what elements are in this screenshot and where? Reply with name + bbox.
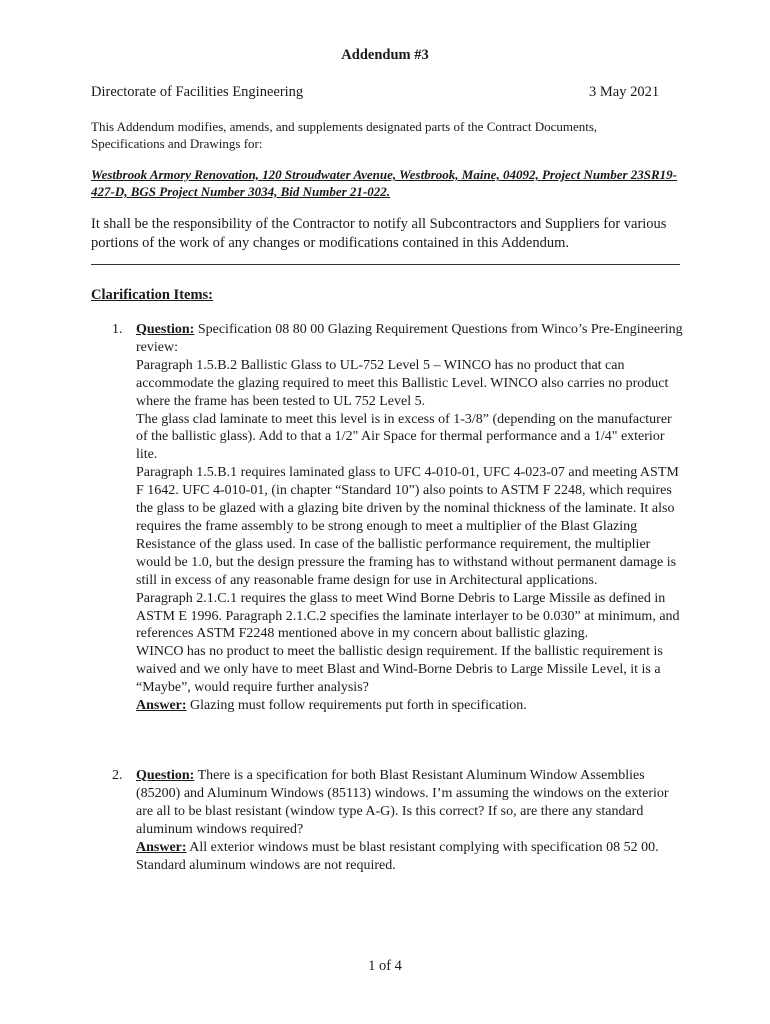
divider-line bbox=[91, 264, 680, 265]
section-heading: Clarification Items: bbox=[91, 287, 214, 303]
answer-paragraph bbox=[136, 697, 684, 715]
question-paragraph bbox=[136, 321, 684, 357]
question-text: There is a specification for both Blast Resistant Aluminum Window Assemblies (85200) and Aluminum Windows (85113) windows. I’m assuming the windows on the exterior are all to be blast resistant (window type A-G). Is this correct? If so, are there any standard aluminum windows required? bbox=[136, 768, 669, 837]
item-body bbox=[136, 767, 684, 874]
question-paragraph: WINCO has no product to meet the ballistic design requirement. If the ballistic requirement is waived and we only have to meet Blast and Wind-Borne Debris to Large Missile Level, it is a “Maybe”, would require further analysis? bbox=[136, 644, 663, 696]
page-number: 1 of 4 bbox=[368, 958, 402, 974]
answer-label: Answer: bbox=[136, 839, 187, 855]
project-description: Westbrook Armory Renovation, 120 Stroudwater Avenue, Westbrook, Maine, 04092, Project Number 23SR19-427-D, BGS Project Number 3034, Bid Number 21-022. bbox=[91, 167, 677, 199]
page-title: Addendum #3 bbox=[341, 47, 429, 63]
answer-text: Glazing must follow requirements put forth in specification. bbox=[186, 698, 527, 714]
answer-label: Answer: bbox=[136, 698, 187, 714]
question-paragraph: Paragraph 1.5.B.1 requires laminated glass to UFC 4-010-01, UFC 4-023-07 and meeting ASTM F 1642. UFC 4-010-01, (in chapter “Standard 10”) also points to ASTM F 2248, which requires the glass to be glazed with a glazing bite driven by the nominal thickness of the laminate. It also requires the frame assembly to be strong enough to meet a multiplier of the Blast Glazing Resistance of the glass used. In case of the ballistic performance requirement, the multiplier would be 1.0, but the design pressure the framing has to withstand without permanent damage is still in excess of any reasonable frame design for use in Architectural applications. bbox=[136, 465, 679, 588]
question-paragraph: Paragraph 1.5.B.2 Ballistic Glass to UL-752 Level 5 – WINCO has no product that can accommodate the glazing required to meet this Ballistic Level. WINCO also carries no product where the frame has been tested to UL 752 Level 5. bbox=[136, 357, 669, 409]
question-paragraph bbox=[136, 767, 684, 839]
item-number: 2. bbox=[112, 768, 123, 783]
responsibility-paragraph: It shall be the responsibility of the Contractor to notify all Subcontractors and Suppliers for various portions of the work of any changes or modifications contained in this Addendum. bbox=[91, 216, 667, 251]
item-body bbox=[136, 321, 684, 715]
question-label: Question: bbox=[136, 322, 195, 337]
question-paragraph: The glass clad laminate to meet this level is in excess of 1-3/8” (depending on the manufacturer of the ballistic glass). Add to that a 1/2" Air Space for thermal performance and a 1/4" exterior lite. bbox=[136, 411, 672, 463]
question-paragraph: Paragraph 2.1.C.1 requires the glass to meet Wind Borne Debris to Large Missile as defined in ASTM E 1996. Paragraph 2.1.C.2 specifies the laminate interlayer to be 0.030” at minimum, and references ASTM F2248 mentioned above in my concern about ballistic glazing. bbox=[136, 590, 680, 642]
intro-paragraph: This Addendum modifies, amends, and supplements designated parts of the Contract Documents, Specifications and Drawings for: bbox=[91, 119, 598, 151]
document-date: 3 May 2021 bbox=[589, 84, 660, 100]
question-text: Specification 08 80 00 Glazing Requirement Questions from Winco’s Pre-Engineering review: bbox=[136, 322, 683, 355]
answer-paragraph bbox=[136, 839, 684, 875]
item-number: 1. bbox=[112, 322, 123, 337]
answer-text: All exterior windows must be blast resistant complying with specification 08 52 00. Standard aluminum windows are not required. bbox=[136, 839, 659, 873]
question-label: Question: bbox=[136, 768, 195, 783]
department-name: Directorate of Facilities Engineering bbox=[91, 84, 304, 100]
